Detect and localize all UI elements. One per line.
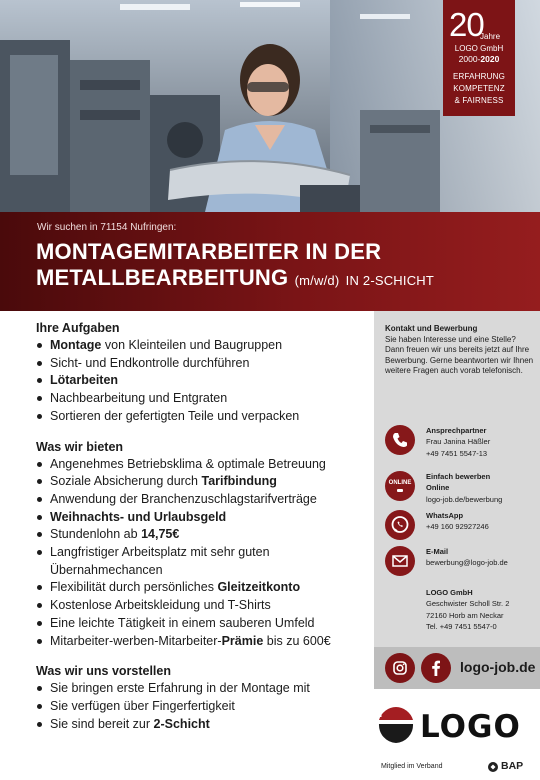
- contact-intro-text: Sie haben Interesse und eine Stelle? Dann freuen wir uns bereits jetzt auf Ihre Bewerbung. Gerne beantworten wir Ihnen weitere Fragen auch vorab telefonisch.: [385, 334, 534, 376]
- list-item: Angenehmes Betriebsklima & optimale Betreuung: [36, 456, 366, 474]
- list-item: Sie verfügen über Fingerfertigkeit: [36, 698, 366, 716]
- badge-company: LOGO GmbH: [454, 44, 504, 53]
- contact-intro-title: Kontakt und Bewerbung: [385, 324, 478, 333]
- list-item: Stundenlohn ab 14,75€: [36, 526, 366, 544]
- list-item: Anwendung der Branchenzuschlagstarifverträge: [36, 491, 366, 509]
- address-company: LOGO GmbH: [426, 588, 473, 597]
- badge-value-3: & FAIRNESS: [454, 96, 504, 105]
- facebook-icon[interactable]: [421, 653, 451, 683]
- list-item: Weihnachts- und Urlaubsgeld: [36, 509, 366, 527]
- badge-jahre: Jahre: [480, 32, 501, 41]
- bap-text: BAP: [501, 760, 524, 772]
- address-street: Geschwister Scholl Str. 2: [426, 599, 510, 609]
- whatsapp-icon: [385, 510, 415, 540]
- job-title-line-2: [36, 265, 434, 291]
- job-title-gender: (m/w/d): [294, 273, 340, 288]
- job-title-main: METALLBEARBEITUNG: [36, 265, 289, 290]
- online-icon-text: ONLINE: [388, 480, 412, 486]
- list-item: Soziale Absicherung durch Tarifbindung: [36, 473, 366, 491]
- contact-email-label: E-Mail: [426, 547, 449, 556]
- list-item: Eine leichte Tätigkeit in einem sauberen Umfeld: [36, 615, 366, 633]
- contact-online-line: Online: [426, 483, 450, 493]
- contact-whatsapp[interactable]: [385, 510, 535, 546]
- contact-online-label: Einfach bewerben: [426, 472, 491, 481]
- address-phone: Tel. +49 7451 5547-0: [426, 621, 497, 631]
- company-logo: [372, 704, 532, 746]
- list-item: Sicht- und Endkontrolle durchführen: [36, 355, 366, 373]
- badge-number: 20: [449, 6, 484, 43]
- phone-icon: [385, 425, 415, 455]
- bap-logo-icon: [487, 761, 499, 773]
- contact-email-address[interactable]: bewerbung@logo-job.de: [426, 558, 508, 568]
- tasks-heading: Ihre Aufgaben: [36, 321, 120, 335]
- contact-online-url[interactable]: logo-job.de/bewerbung: [426, 494, 503, 504]
- contact-phone-number[interactable]: +49 7451 5547-13: [426, 448, 488, 458]
- main-content: [36, 321, 366, 733]
- contact-phone-name: Frau Janina Häßler: [426, 437, 491, 447]
- website-link[interactable]: logo-job.de: [460, 659, 536, 675]
- online-apply-icon: [385, 471, 415, 501]
- badge-years: 2000-2020: [458, 54, 500, 64]
- expect-list: [36, 680, 366, 733]
- location-line: Wir suchen in 71154 Nufringen:: [37, 222, 177, 233]
- job-title-shift: IN 2-SCHICHT: [345, 273, 435, 288]
- company-address: [426, 587, 509, 632]
- logo-mark-icon: [375, 704, 417, 746]
- contact-intro: [385, 324, 535, 377]
- anniversary-badge: [443, 0, 515, 116]
- tasks-list: [36, 337, 366, 426]
- offer-list: [36, 456, 366, 651]
- contact-whatsapp-number[interactable]: +49 160 92927246: [426, 522, 489, 532]
- contact-whatsapp-label: WhatsApp: [426, 511, 464, 520]
- address-city: 72160 Horb am Neckar: [426, 610, 504, 620]
- list-item: Sie bringen erste Erfahrung in der Montage mit: [36, 680, 366, 698]
- badge-value-2: KOMPETENZ: [453, 84, 505, 93]
- logo-wordmark: LOGO: [420, 709, 521, 745]
- list-item: Flexibilität durch persönliches Gleitzeitkonto: [36, 579, 366, 597]
- badge-value-1: ERFAHRUNG: [452, 72, 506, 81]
- expect-heading: Was wir uns vorstellen: [36, 664, 171, 679]
- list-item: Lötarbeiten: [36, 372, 366, 390]
- list-item: Langfristiger Arbeitsplatz mit sehr guten Übernahmechancen: [36, 544, 366, 579]
- list-item: Kostenlose Arbeitskleidung und T-Shirts: [36, 597, 366, 615]
- job-title-line-1: MONTAGEMITARBEITER IN DER: [36, 239, 382, 264]
- contact-phone-label: Ansprechpartner: [426, 426, 487, 435]
- list-item: Sortieren der gefertigten Teile und verpacken: [36, 408, 366, 426]
- member-text: Mitglied im Verband: [381, 763, 443, 770]
- list-item: Nachbearbeitung und Entgraten: [36, 390, 366, 408]
- contact-sidebar: [374, 311, 540, 682]
- contact-phone[interactable]: [385, 425, 535, 461]
- contact-online[interactable]: [385, 471, 535, 507]
- offer-heading: Was wir bieten: [36, 439, 124, 454]
- list-item: Mitarbeiter-werben-Mitarbeiter-Prämie bis zu 600€: [36, 633, 366, 651]
- contact-email[interactable]: [385, 546, 535, 582]
- email-icon: [385, 546, 415, 576]
- job-title-banner: [0, 212, 540, 311]
- list-item: Sie sind bereit zur 2-Schicht: [36, 716, 366, 734]
- list-item: Montage von Kleinteilen und Baugruppen: [36, 337, 366, 355]
- instagram-icon[interactable]: [385, 653, 415, 683]
- social-bar: [374, 647, 540, 689]
